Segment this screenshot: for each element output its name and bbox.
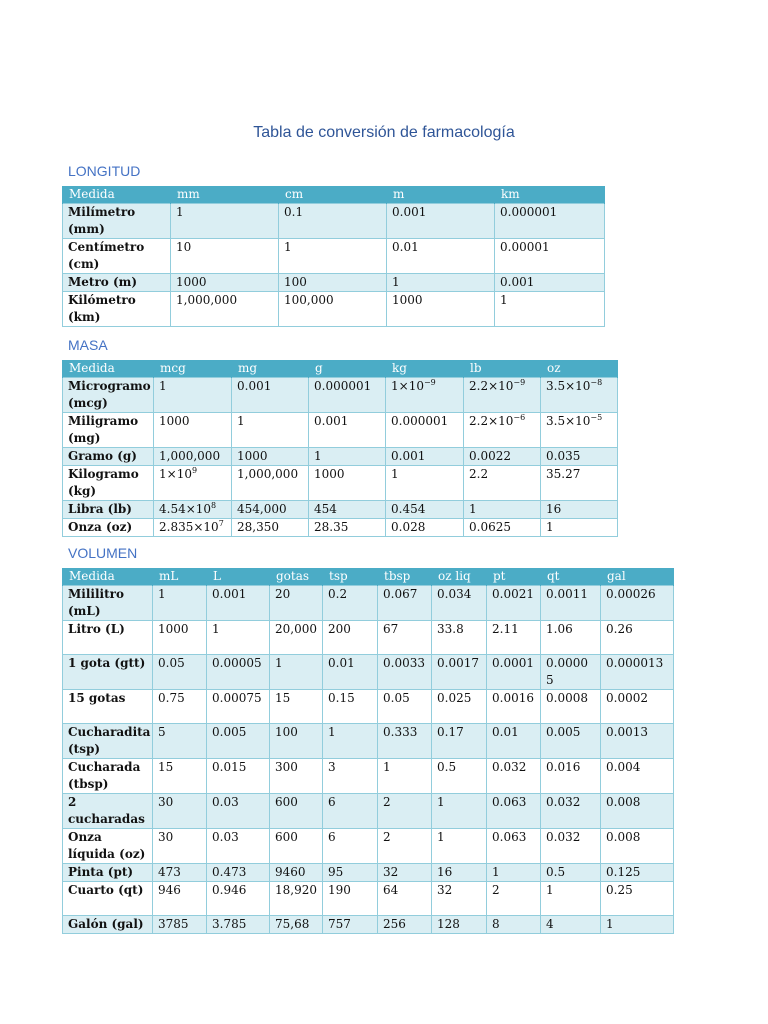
- table-cell: 1: [601, 916, 674, 934]
- table-cell: 0.01: [387, 239, 495, 274]
- table-row: [63, 448, 618, 466]
- row-label: Litro (L): [63, 621, 153, 655]
- table-cell: 0.0002: [601, 690, 674, 724]
- row-label: Kilogramo (kg): [63, 466, 154, 501]
- table-cell: 0.016: [541, 759, 601, 794]
- table-cell: 0.004: [601, 759, 674, 794]
- table-cell: 100: [279, 274, 387, 292]
- table-cell: 1000: [171, 274, 279, 292]
- table-cell: 0.125: [601, 864, 674, 882]
- column-header: mm: [171, 186, 279, 204]
- row-label: Libra (lb): [63, 501, 154, 519]
- table-cell: 473: [153, 864, 207, 882]
- table-cell: $2.2\times 10^{-9}$: [464, 378, 541, 413]
- table-cell: 1: [207, 621, 270, 655]
- column-header: mg: [232, 360, 309, 378]
- table-header-row: [63, 568, 674, 586]
- table-cell: 0.035: [541, 448, 618, 466]
- table-cell: 1: [323, 724, 378, 759]
- table-cell: $3.5\times 10^{-5}$: [541, 413, 618, 448]
- table-cell: 0.0001: [487, 655, 541, 690]
- table-row: [63, 794, 674, 829]
- table-row: [63, 413, 618, 448]
- table-row: [63, 655, 674, 690]
- table-cell: 1000: [154, 413, 232, 448]
- column-header: gotas: [270, 568, 323, 586]
- table-cell: 28.35: [309, 519, 386, 537]
- table-cell: 0.0033: [378, 655, 432, 690]
- table-cell: 0.5: [541, 864, 601, 882]
- table-cell: 2: [487, 882, 541, 916]
- column-header: cm: [279, 186, 387, 204]
- column-header: lb: [464, 360, 541, 378]
- table-cell: 0.01: [487, 724, 541, 759]
- table-cell: 1,000,000: [154, 448, 232, 466]
- column-header: gal: [601, 568, 674, 586]
- table-cell: 0.032: [541, 794, 601, 829]
- table-cell: 5: [153, 724, 207, 759]
- row-label: Kilómetro (km): [63, 292, 171, 327]
- table-cell: 454: [309, 501, 386, 519]
- table-cell: 0.01: [323, 655, 378, 690]
- table-cell: 33.8: [432, 621, 487, 655]
- table-cell: 30: [153, 794, 207, 829]
- table-row: [63, 724, 674, 759]
- table-cell: 600: [270, 794, 323, 829]
- table-cell: 0.00075: [207, 690, 270, 724]
- table-cell: 0.0013: [601, 724, 674, 759]
- section-title-masa: MASA: [68, 337, 108, 353]
- column-header: m: [387, 186, 495, 204]
- column-header: Medida: [63, 186, 171, 204]
- table-cell: 0.2: [323, 586, 378, 621]
- table-cell: 0.034: [432, 586, 487, 621]
- table-cell: 75,68: [270, 916, 323, 934]
- column-header: pt: [487, 568, 541, 586]
- table-cell: 757: [323, 916, 378, 934]
- table-cell: 0.063: [487, 829, 541, 864]
- table-cell: 600: [270, 829, 323, 864]
- section-title-longitud: LONGITUD: [68, 163, 141, 179]
- table-cell: 0.17: [432, 724, 487, 759]
- column-header: kg: [386, 360, 464, 378]
- table-cell: 0.15: [323, 690, 378, 724]
- longitud-table: [62, 186, 605, 327]
- table-cell: 1: [432, 829, 487, 864]
- table-cell: 0.03: [207, 829, 270, 864]
- table-cell: 0.05: [378, 690, 432, 724]
- row-label: Gramo (g): [63, 448, 154, 466]
- table-cell: 0.015: [207, 759, 270, 794]
- table-cell: 0.473: [207, 864, 270, 882]
- table-row: [63, 239, 605, 274]
- column-header: Medida: [63, 568, 153, 586]
- page-title: Tabla de conversión de farmacología: [253, 124, 515, 141]
- table-cell: 100: [270, 724, 323, 759]
- column-header: g: [309, 360, 386, 378]
- table-cell: 15: [153, 759, 207, 794]
- table-cell: 1: [153, 586, 207, 621]
- table-cell: 0.005: [207, 724, 270, 759]
- table-cell: 300: [270, 759, 323, 794]
- table-cell: 1: [386, 466, 464, 501]
- table-cell: 1: [487, 864, 541, 882]
- table-cell: 6: [323, 829, 378, 864]
- table-cell: 0.0017: [432, 655, 487, 690]
- table-row: [63, 519, 618, 537]
- table-header-row: [63, 186, 605, 204]
- table-cell: 454,000: [232, 501, 309, 519]
- table-cell: 1: [432, 794, 487, 829]
- table-cell: 0.25: [601, 882, 674, 916]
- column-header: km: [495, 186, 605, 204]
- table-cell: 0.032: [487, 759, 541, 794]
- table-cell: 0.008: [601, 829, 674, 864]
- row-label: Milímetro (mm): [63, 204, 171, 239]
- row-label: 15 gotas: [63, 690, 153, 724]
- table-cell: 0.028: [386, 519, 464, 537]
- table-cell: 0.00005: [541, 655, 601, 690]
- table-cell: 1: [279, 239, 387, 274]
- table-cell: 2: [378, 794, 432, 829]
- table-cell: 2.11: [487, 621, 541, 655]
- table-cell: 0.001: [207, 586, 270, 621]
- table-cell: 0.001: [495, 274, 605, 292]
- row-label: Cuarto (qt): [63, 882, 153, 916]
- table-cell: 1000: [232, 448, 309, 466]
- table-row: [63, 586, 674, 621]
- table-cell: 3785: [153, 916, 207, 934]
- table-cell: 1000: [153, 621, 207, 655]
- table-cell: 0.5: [432, 759, 487, 794]
- table-cell: 128: [432, 916, 487, 934]
- table-cell: 64: [378, 882, 432, 916]
- table-cell: 1.06: [541, 621, 601, 655]
- column-header: mcg: [154, 360, 232, 378]
- table-cell: 0.75: [153, 690, 207, 724]
- row-label: Cucharadita (tsp): [63, 724, 153, 759]
- table-cell: 1: [378, 759, 432, 794]
- table-cell: 0.008: [601, 794, 674, 829]
- table-cell: 0.063: [487, 794, 541, 829]
- table-row: [63, 466, 618, 501]
- table-row: [63, 621, 674, 655]
- table-cell: 32: [378, 864, 432, 882]
- table-cell: 1,000,000: [232, 466, 309, 501]
- table-row: [63, 690, 674, 724]
- table-cell: $1\times 10^9$: [154, 466, 232, 501]
- table-cell: 0.26: [601, 621, 674, 655]
- table-cell: 0.0011: [541, 586, 601, 621]
- table-cell: 0.0022: [464, 448, 541, 466]
- row-label: Centímetro (cm): [63, 239, 171, 274]
- table-cell: 0.032: [541, 829, 601, 864]
- table-cell: 0.00026: [601, 586, 674, 621]
- table-cell: 2: [378, 829, 432, 864]
- column-header: Medida: [63, 360, 154, 378]
- column-header: oz: [541, 360, 618, 378]
- table-cell: 1,000,000: [171, 292, 279, 327]
- table-cell: 0.1: [279, 204, 387, 239]
- row-label: Mililitro (mL): [63, 586, 153, 621]
- table-cell: 1: [232, 413, 309, 448]
- table-cell: 67: [378, 621, 432, 655]
- row-label: Galón (gal): [63, 916, 153, 934]
- table-cell: 1: [270, 655, 323, 690]
- table-cell: 0.0625: [464, 519, 541, 537]
- column-header: L: [207, 568, 270, 586]
- table-cell: 0.001: [386, 448, 464, 466]
- table-cell: 3.785: [207, 916, 270, 934]
- table-cell: 4: [541, 916, 601, 934]
- table-cell: $3.5\times 10^{-8}$: [541, 378, 618, 413]
- table-cell: 100,000: [279, 292, 387, 327]
- table-cell: 0.946: [207, 882, 270, 916]
- table-row: [63, 501, 618, 519]
- table-cell: 18,920: [270, 882, 323, 916]
- table-cell: 0.00001: [495, 239, 605, 274]
- table-cell: 32: [432, 882, 487, 916]
- table-cell: 16: [541, 501, 618, 519]
- table-cell: 0.025: [432, 690, 487, 724]
- table-cell: 200: [323, 621, 378, 655]
- table-cell: 1: [464, 501, 541, 519]
- table-cell: 95: [323, 864, 378, 882]
- table-cell: 9460: [270, 864, 323, 882]
- table-cell: $1\times 10^{-9}$: [386, 378, 464, 413]
- column-header: tbsp: [378, 568, 432, 586]
- table-cell: $2.835\times 10^7$: [154, 519, 232, 537]
- table-cell: 15: [270, 690, 323, 724]
- table-cell: 0.000013: [601, 655, 674, 690]
- table-cell: $2.2\times 10^{-6}$: [464, 413, 541, 448]
- table-row: [63, 378, 618, 413]
- table-cell: 1000: [387, 292, 495, 327]
- row-label: Onza líquida (oz): [63, 829, 153, 864]
- row-label: Onza (oz): [63, 519, 154, 537]
- table-cell: 1000: [309, 466, 386, 501]
- table-cell: 8: [487, 916, 541, 934]
- row-label: Metro (m): [63, 274, 171, 292]
- table-cell: 0.0016: [487, 690, 541, 724]
- volumen-table: [62, 568, 674, 934]
- table-cell: 20: [270, 586, 323, 621]
- table-cell: 0.333: [378, 724, 432, 759]
- table-cell: 0.00005: [207, 655, 270, 690]
- row-label: Miligramo (mg): [63, 413, 154, 448]
- row-label: 2 cucharadas: [63, 794, 153, 829]
- table-cell: 6: [323, 794, 378, 829]
- table-cell: 30: [153, 829, 207, 864]
- table-cell: 1: [541, 519, 618, 537]
- row-label: Microgramo (mcg): [63, 378, 154, 413]
- table-cell: 1: [309, 448, 386, 466]
- table-cell: 256: [378, 916, 432, 934]
- table-row: [63, 829, 674, 864]
- row-label: Pinta (pt): [63, 864, 153, 882]
- table-cell: 1: [154, 378, 232, 413]
- table-header-row: [63, 360, 618, 378]
- table-cell: 0.454: [386, 501, 464, 519]
- table-cell: 946: [153, 882, 207, 916]
- table-cell: 2.2: [464, 466, 541, 501]
- column-header: oz liq: [432, 568, 487, 586]
- table-cell: 0.005: [541, 724, 601, 759]
- table-row: [63, 916, 674, 934]
- table-cell: 28,350: [232, 519, 309, 537]
- table-row: [63, 864, 674, 882]
- table-cell: 0.03: [207, 794, 270, 829]
- table-row: [63, 274, 605, 292]
- table-cell: 0.0008: [541, 690, 601, 724]
- table-cell: 190: [323, 882, 378, 916]
- section-title-volumen: VOLUMEN: [68, 545, 138, 561]
- row-label: Cucharada (tbsp): [63, 759, 153, 794]
- masa-table: [62, 360, 618, 537]
- table-cell: 1: [387, 274, 495, 292]
- table-cell: 0.000001: [386, 413, 464, 448]
- column-header: mL: [153, 568, 207, 586]
- table-row: [63, 292, 605, 327]
- table-cell: 0.001: [232, 378, 309, 413]
- table-cell: 0.067: [378, 586, 432, 621]
- table-cell: 0.000001: [495, 204, 605, 239]
- table-cell: 1: [171, 204, 279, 239]
- table-cell: 20,000: [270, 621, 323, 655]
- table-row: [63, 882, 674, 916]
- table-cell: 0.001: [387, 204, 495, 239]
- table-cell: 10: [171, 239, 279, 274]
- table-row: [63, 759, 674, 794]
- row-label: 1 gota (gtt): [63, 655, 153, 690]
- table-cell: 0.05: [153, 655, 207, 690]
- table-cell: 35.27: [541, 466, 618, 501]
- table-row: [63, 204, 605, 239]
- table-cell: 0.0021: [487, 586, 541, 621]
- table-cell: 0.001: [309, 413, 386, 448]
- table-cell: 1: [495, 292, 605, 327]
- table-cell: $4.54\times 10^8$: [154, 501, 232, 519]
- column-header: tsp: [323, 568, 378, 586]
- table-cell: 1: [541, 882, 601, 916]
- table-cell: 0.000001: [309, 378, 386, 413]
- column-header: qt: [541, 568, 601, 586]
- table-cell: 16: [432, 864, 487, 882]
- table-cell: 3: [323, 759, 378, 794]
